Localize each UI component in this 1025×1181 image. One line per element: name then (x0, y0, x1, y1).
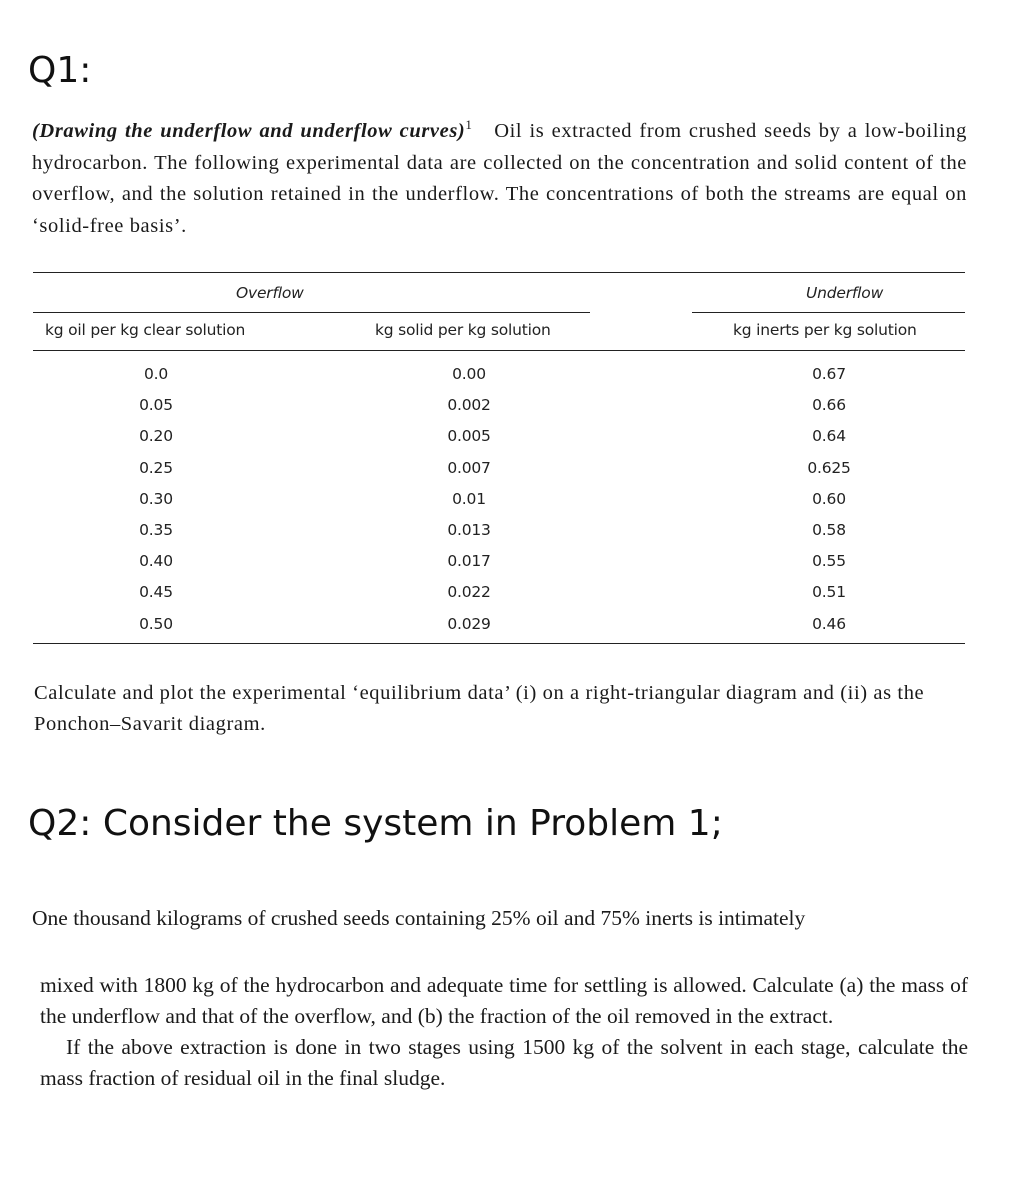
table-cell: 0.45 (139, 583, 173, 602)
q1-task-text: Calculate and plot the experimental ‘equilibrium data’ (i) on a right-triangular diagram and (ii) as the Ponchon–Savarit diagram. (34, 682, 925, 735)
q1-heading: Q1: (28, 50, 92, 91)
overflow-group-rule (33, 312, 590, 313)
table-cell: 0.35 (139, 521, 173, 539)
table-cell: 0.013 (447, 521, 491, 539)
table-cell: 0.67 (812, 365, 846, 383)
q1-body-text: Oil is extracted from crushed seeds by a low-boiling hydrocarbon. The following experimental data are collected on the concentration and solid content of the overflow, and the solution retained in the underflow. The concentrations of both the streams are equal on ‘solid-free basis’. (32, 120, 967, 237)
table-cell: 0.60 (812, 489, 846, 508)
underflow-group-header: Underflow (806, 284, 884, 302)
table-cell: 0.01 (452, 489, 486, 508)
table-cell: 0.46 (812, 614, 846, 633)
table-cell: 0.30 (139, 489, 173, 508)
table-cell: 0.05 (139, 396, 173, 415)
table-cell: 0.017 (447, 552, 491, 571)
q2-problem-text (40, 970, 968, 1094)
table-cell: 0.022 (447, 583, 491, 602)
table-cell: 0.20 (139, 427, 173, 446)
table-cell: 0.66 (812, 396, 846, 415)
table-cell: 0.64 (812, 427, 846, 446)
table-bottom-rule (33, 643, 965, 644)
table-cell: 0.51 (812, 583, 846, 602)
col-header-inerts-per-solution: kg inerts per kg solution (733, 321, 917, 339)
table-cell: 0.50 (139, 614, 173, 633)
col-header-solid-per-solution: kg solid per kg solution (375, 321, 551, 339)
q2-heading: Q2: Consider the system in Problem 1; (28, 803, 723, 844)
table-cell: 0.002 (447, 396, 491, 415)
overflow-group-header: Overflow (236, 284, 304, 302)
table-cell: 0.55 (812, 552, 846, 571)
table-cell: 0.0 (143, 365, 169, 383)
q1-lead-title: (Drawing the underflow and underflow curves) (32, 120, 466, 142)
table-top-rule (33, 272, 965, 273)
table-cell: 0.00 (452, 365, 486, 383)
q2-paragraph-2: If the above extraction is done in two stages using 1500 kg of the solvent in each stage, calculate the mass fraction of residual oil in the final sludge. (40, 1035, 968, 1090)
table-cell: 0.007 (447, 458, 491, 477)
table-cell: 0.40 (139, 552, 173, 571)
table-cell: 0.58 (812, 521, 846, 539)
table-cell: 0.029 (447, 614, 491, 633)
header-bottom-rule (33, 350, 965, 351)
underflow-group-rule (692, 312, 965, 313)
q2-intro-line: One thousand kilograms of crushed seeds containing 25% oil and 75% inerts is intimately (32, 906, 806, 930)
table-cell: 0.005 (447, 427, 491, 446)
col-header-oil-per-solution: kg oil per kg clear solution (45, 321, 246, 339)
q1-footnote-mark: 1 (465, 117, 473, 133)
table-cell: 0.25 (139, 458, 173, 477)
table-cell: 0.625 (807, 458, 851, 477)
q2-paragraph-1: mixed with 1800 kg of the hydrocarbon and adequate time for settling is allowed. Calculate (a) the mass of the underflow and that of the overflow, and (b) the fraction of the oil removed in the extract. (40, 973, 968, 1028)
